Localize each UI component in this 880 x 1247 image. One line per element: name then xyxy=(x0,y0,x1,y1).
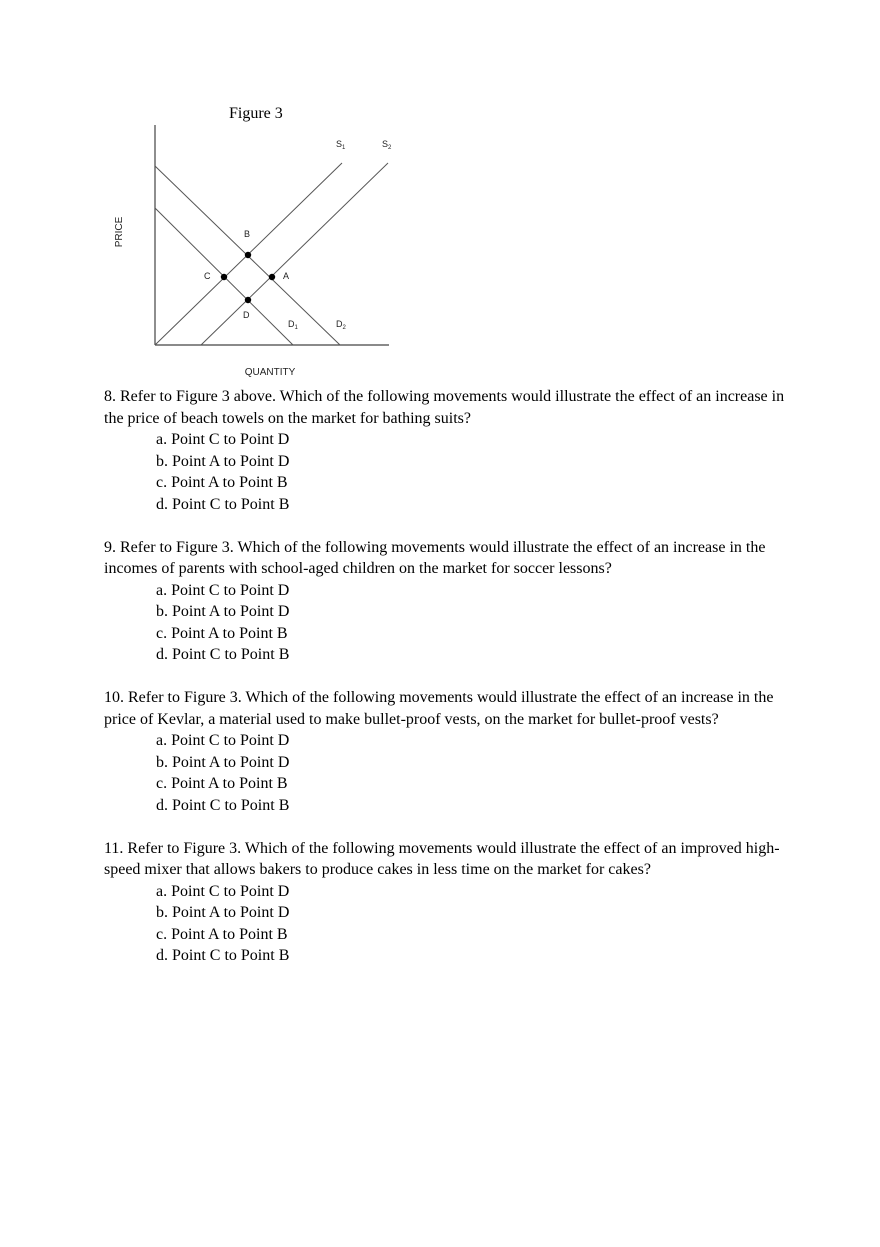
point-d-marker xyxy=(245,297,251,303)
option-b: b. Point A to Point D xyxy=(156,452,290,470)
answer-options xyxy=(104,429,794,515)
option-a: a. Point C to Point D xyxy=(156,732,290,749)
option-d: d. Point C to Point B xyxy=(156,495,290,513)
x-axis-label: QUANTITY xyxy=(244,367,296,378)
option-c: c. Point A to Point B xyxy=(156,925,288,943)
question-10 xyxy=(104,687,794,816)
option-d: d. Point C to Point B xyxy=(156,646,290,663)
question-8 xyxy=(104,386,794,515)
question-stem: 8. Refer to Figure 3 above. Which of the following movements would illustrate the effect of an increase in the price of beach towels on the market for bathing suits? xyxy=(104,388,785,427)
s1-label: $S_1$ xyxy=(336,139,346,151)
point-c-marker xyxy=(221,274,227,280)
option-c: c. Point A to Point B xyxy=(156,474,288,491)
question-stem: 9. Refer to Figure 3. Which of the following movements would illustrate the effect of an increase in the incomes of parents with school-aged children on the market for soccer lessons? xyxy=(104,538,766,577)
supply-curve-s2 xyxy=(201,163,388,345)
option-c: c. Point A to Point B xyxy=(156,624,288,642)
option-b: b. Point A to Point D xyxy=(156,904,290,921)
option-d: d. Point C to Point B xyxy=(156,796,290,814)
option-c: c. Point A to Point B xyxy=(156,775,288,792)
option-b: b. Point A to Point D xyxy=(156,603,290,620)
point-b-label: B xyxy=(244,229,251,239)
s2-label: $S_2$ xyxy=(382,139,392,151)
d2-label: $D_2$ xyxy=(336,319,346,331)
question-9 xyxy=(104,537,794,666)
answer-options xyxy=(104,730,794,816)
point-a-label: A xyxy=(283,271,290,281)
option-a: a. Point C to Point D xyxy=(156,882,290,900)
answer-options xyxy=(104,881,794,967)
supply-demand-diagram xyxy=(100,120,400,385)
question-list xyxy=(104,386,794,988)
point-d-label: D xyxy=(243,310,250,320)
point-a-marker xyxy=(269,274,275,280)
option-a: a. Point C to Point D xyxy=(156,581,290,599)
option-b: b. Point A to Point D xyxy=(156,753,290,771)
figure-title: Figure 3 xyxy=(229,105,283,122)
answer-options xyxy=(104,580,794,666)
option-a: a. Point C to Point D xyxy=(156,431,290,448)
option-d: d. Point C to Point B xyxy=(156,947,290,964)
d1-label: $D_1$ xyxy=(288,319,298,331)
question-stem: 10. Refer to Figure 3. Which of the following movements would illustrate the effect of an increase in the price of Kevlar, a material used to make bullet-proof vests, on the market for bullet-proof vests? xyxy=(104,689,774,728)
point-b-marker xyxy=(245,252,251,258)
y-axis-label: PRICE xyxy=(114,216,125,248)
question-stem: 11. Refer to Figure 3. Which of the following movements would illustrate the effect of an improved high-speed mixer that allows bakers to produce cakes in less time on the market for cakes? xyxy=(104,839,780,878)
point-c-label: C xyxy=(204,271,211,281)
question-11 xyxy=(104,838,794,967)
